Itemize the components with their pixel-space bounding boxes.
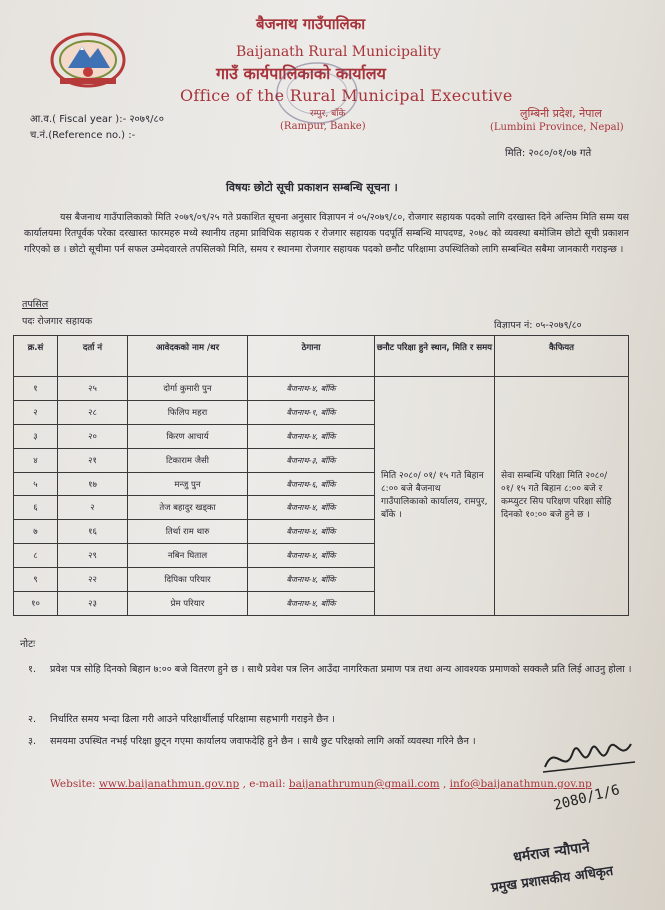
municipality-name-np: बैजनाथ गाउँपालिका xyxy=(256,15,366,33)
cell-name: दोर्गा कुमारी पुन xyxy=(128,377,248,401)
note-number: ३. xyxy=(28,736,37,747)
cell-reg: २९ xyxy=(58,544,128,568)
cell-sn: २ xyxy=(14,400,58,424)
cell-address: बैजनाथ-४, बाँकि xyxy=(248,592,375,616)
cell-sn: १ xyxy=(14,377,58,401)
cell-address: बैजनाथ-४, बाँकि xyxy=(248,520,375,544)
cell-sn: ९ xyxy=(14,568,58,592)
district-np: रम्पुर, बाँके xyxy=(310,109,346,119)
cell-reg: २१ xyxy=(58,448,128,472)
province-np: लुम्बिनी प्रदेश, नेपाल xyxy=(520,107,602,120)
fiscal-year: आ.व.( Fiscal year ):- २०७९/८० xyxy=(30,114,164,125)
municipality-name-en: Baijanath Rural Municipality xyxy=(236,44,441,60)
cell-name: किरण आचार्य xyxy=(128,424,248,448)
note-number: १. xyxy=(28,664,37,675)
cell-name: दिपिका परियार xyxy=(128,568,248,592)
cell-address: बैजनाथ-१, बाँकि xyxy=(248,400,375,424)
cell-name: नबिन घिताल xyxy=(128,544,248,568)
cell-name: फिलिप महरा xyxy=(128,400,248,424)
district-en: (Rampur, Banke) xyxy=(280,121,366,132)
province-en: (Lumbini Province, Nepal) xyxy=(490,122,624,133)
website-label: Website: xyxy=(50,778,96,790)
office-name-en: Office of the Rural Municipal Executive xyxy=(180,86,513,105)
cell-address: बैजनाथ-४, बाँकि xyxy=(248,568,375,592)
website-link[interactable]: www.baijanathmun.gov.np xyxy=(98,778,240,790)
cell-sn: ५ xyxy=(14,472,58,496)
post-label: पदः रोजगार सहायक xyxy=(22,316,93,327)
email-link-2[interactable]: info@baijanathmun.gov.np xyxy=(449,778,592,790)
cell-remarks-detail: सेवा सम्बन्धि परिक्षा मिति २०८०/ ०१/ १५ गते बिहान ८:०० बजे र कम्प्युटर सिप परिक्षण परिक्षा सोहि दिनको १०:०० बजे हुने छ । xyxy=(495,377,629,616)
cell-name: टिकाराम जैसी xyxy=(128,448,248,472)
footer-contact xyxy=(50,778,592,790)
advertisement-number: विज्ञापन नं: ०५-२०७९/८० xyxy=(494,320,582,331)
cell-exam-detail: मिति २०८०/ ०१/ १५ गते बिहान ८:०० बजे बैजनाथ गाउँपालिकाको कार्यालय, रामपुर, बाँके । xyxy=(375,377,495,616)
cell-name: तेज बहादुर खड्का xyxy=(128,496,248,520)
cell-reg: २५ xyxy=(58,377,128,401)
notes-title: नोटः xyxy=(20,639,36,650)
signature-date: 2080/1/6 xyxy=(552,782,622,814)
signature-icon xyxy=(535,722,645,817)
cell-address: बैजनाथ-४, बाँकि xyxy=(248,424,375,448)
email-link[interactable]: baijanathrumun@gmail.com xyxy=(288,778,440,790)
note-text: समयमा उपस्थित नभई परिक्षा छुट्न गएमा कार्यालय जवाफदेहि हुने छैन । साथै छुट परिक्षको लागि अर्को व्यवस्था गरिने छैन । xyxy=(50,736,476,747)
note-text: प्रवेश पत्र सोहि दिनको बिहान ७:०० बजे वितरण हुने छ । साथै प्रवेश पत्र लिन आउँदा नागरिकता प्रमाण पत्र तथा अन्य आवश्यक प्रमाणको सक्कलै प्रति लिई आउनु होला । xyxy=(50,664,632,675)
cell-sn: ३ xyxy=(14,424,58,448)
cell-sn: १० xyxy=(14,592,58,616)
note-text: निर्धारित समय भन्दा ढिला गरी आउने परिक्षार्थीलाई परिक्षामा सहभागी गराइने छैन । xyxy=(50,714,335,725)
cell-sn: ८ xyxy=(14,544,58,568)
cell-name: तिर्था राम थारु xyxy=(128,520,248,544)
annex-label: तपसिल xyxy=(22,299,49,310)
cell-sn: ७ xyxy=(14,520,58,544)
office-name-np: गाउँ कार्यपालिकाको कार्यालय xyxy=(216,64,386,83)
signatory-role: प्रमुख प्रशासकीय अधिकृत xyxy=(490,863,615,896)
cell-sn: ४ xyxy=(14,448,58,472)
cell-address: बैजनाथ-६, बाँकि xyxy=(248,472,375,496)
cell-address: बैजनाथ-४, बाँकि xyxy=(248,544,375,568)
header-reg-no: दर्ता नं xyxy=(58,336,128,377)
reference-no: च.नं.(Reference no.) :- xyxy=(30,130,136,141)
note-number: २. xyxy=(28,714,37,725)
cell-name: मन्जु पुन xyxy=(128,472,248,496)
email-label: , e-mail: xyxy=(242,778,286,790)
header-name: आवेदकको नाम /थर xyxy=(128,336,248,377)
letter-date: मिति: २०८०/०१/०७ गते xyxy=(505,148,592,159)
separator: , xyxy=(442,778,447,790)
cell-reg: २३ xyxy=(58,592,128,616)
cell-address: बैजनाथ-४, बाँकि xyxy=(248,377,375,401)
municipality-emblem-icon xyxy=(46,28,130,88)
cell-reg: २ xyxy=(58,496,128,520)
subject-line: विषयः छोटो सूची प्रकाशन सम्बन्धि सूचना । xyxy=(226,181,398,194)
shortlist-table xyxy=(13,335,629,616)
signatory-name: धर्मराज न्यौपाने xyxy=(512,839,591,866)
cell-name: प्रेम परियार xyxy=(128,592,248,616)
header-address: ठेगाना xyxy=(248,336,375,377)
cell-reg: २८ xyxy=(58,400,128,424)
cell-address: बैजनाथ-४, बाँकि xyxy=(248,496,375,520)
header-remarks: कैफियत xyxy=(495,336,629,377)
header-exam: छनौट परिक्षा हुने स्थान, मिति र समय xyxy=(375,336,495,377)
cell-reg: २० xyxy=(58,424,128,448)
table-header-row xyxy=(14,336,629,377)
table-row xyxy=(14,377,629,401)
cell-reg: १७ xyxy=(58,472,128,496)
cell-reg: १६ xyxy=(58,520,128,544)
cell-sn: ६ xyxy=(14,496,58,520)
body-paragraph: यस बैजनाथ गाउँपालिकाको मिति २०७९/०९/२५ गते प्रकाशित सूचना अनुसार विज्ञापन नं ०५/२०७९/८०, रोजगार सहायक पदको लागि दरखास्त दिने अन्तिम मिति सम्म यस कार्यालयमा रितपूर्वक परेका दरखास्त फारमहरु मध्ये स्थानीय तहमा प्राविधिक सहायक र रोजगार सहायक पदपूर्ति सम्बन्धि मापदण्ड, २०७८ को व्यवस्था बमोजिम छोटो सूची प्रकाशन गरिएको छ । छोटो सूचीमा पर्न सफल उम्मेदवारले तपसिलको मिति, समय र स्थानमा रोजगार सहायक पदको छनौट परिक्षामा उपस्थितिको लागि सम्बन्धित सबैमा जानकारी गराइन्छ । xyxy=(24,212,629,255)
header-sn: क्र.सं xyxy=(14,336,58,377)
cell-reg: २२ xyxy=(58,568,128,592)
cell-address: बैजनाथ-३, बाँकि xyxy=(248,448,375,472)
